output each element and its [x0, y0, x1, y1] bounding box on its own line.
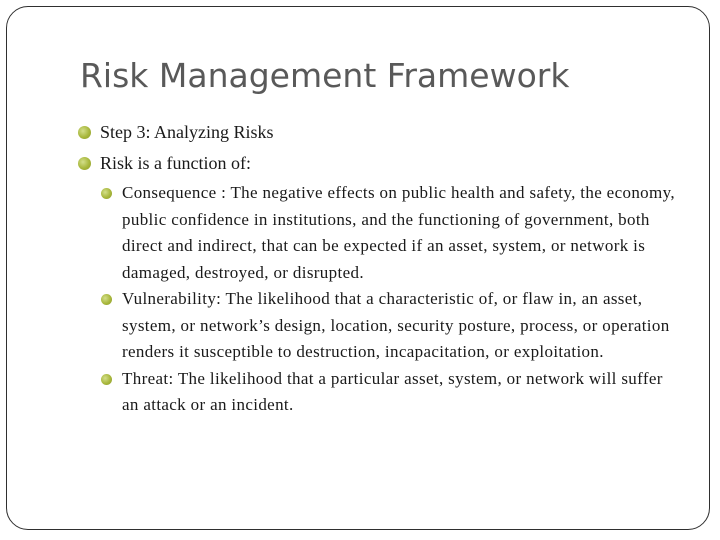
bullet-dot-icon: [101, 188, 112, 199]
sub-bullet-item: [100, 180, 684, 286]
sub-bullet-item: [100, 366, 684, 419]
sub-bullet-item: [100, 286, 684, 366]
slide-title: Risk Management Framework: [80, 56, 570, 95]
bullet-text: Step 3: Analyzing Risks: [100, 122, 274, 142]
bullet-dot-icon: [78, 157, 91, 170]
sub-bullet-text: Consequence : The negative effects on public health and safety, the economy, public confidence in institutions, and the functioning of government, both direct and indirect, that can be expected if an asset, system, or network is damaged, destroyed, or disrupted.: [122, 183, 675, 282]
sub-bullet-text: Threat: The likelihood that a particular asset, system, or network will suffer an attack or an incident.: [122, 368, 663, 414]
bullet-dot-icon: [101, 294, 112, 305]
bullet-item: [78, 119, 684, 145]
sub-bullet-list: [100, 180, 684, 419]
sub-bullet-text: Vulnerability: The likelihood that a characteristic of, or flaw in, an asset, system, or network’s design, location, security posture, process, or operation renders it susceptible to destruction, incapacitation, or exploitation.: [122, 289, 670, 361]
bullet-item: [78, 150, 684, 419]
bullet-dot-icon: [78, 126, 91, 139]
bullet-text: Risk is a function of:: [100, 153, 251, 173]
bullet-dot-icon: [101, 374, 112, 385]
bullet-list: [78, 119, 684, 424]
